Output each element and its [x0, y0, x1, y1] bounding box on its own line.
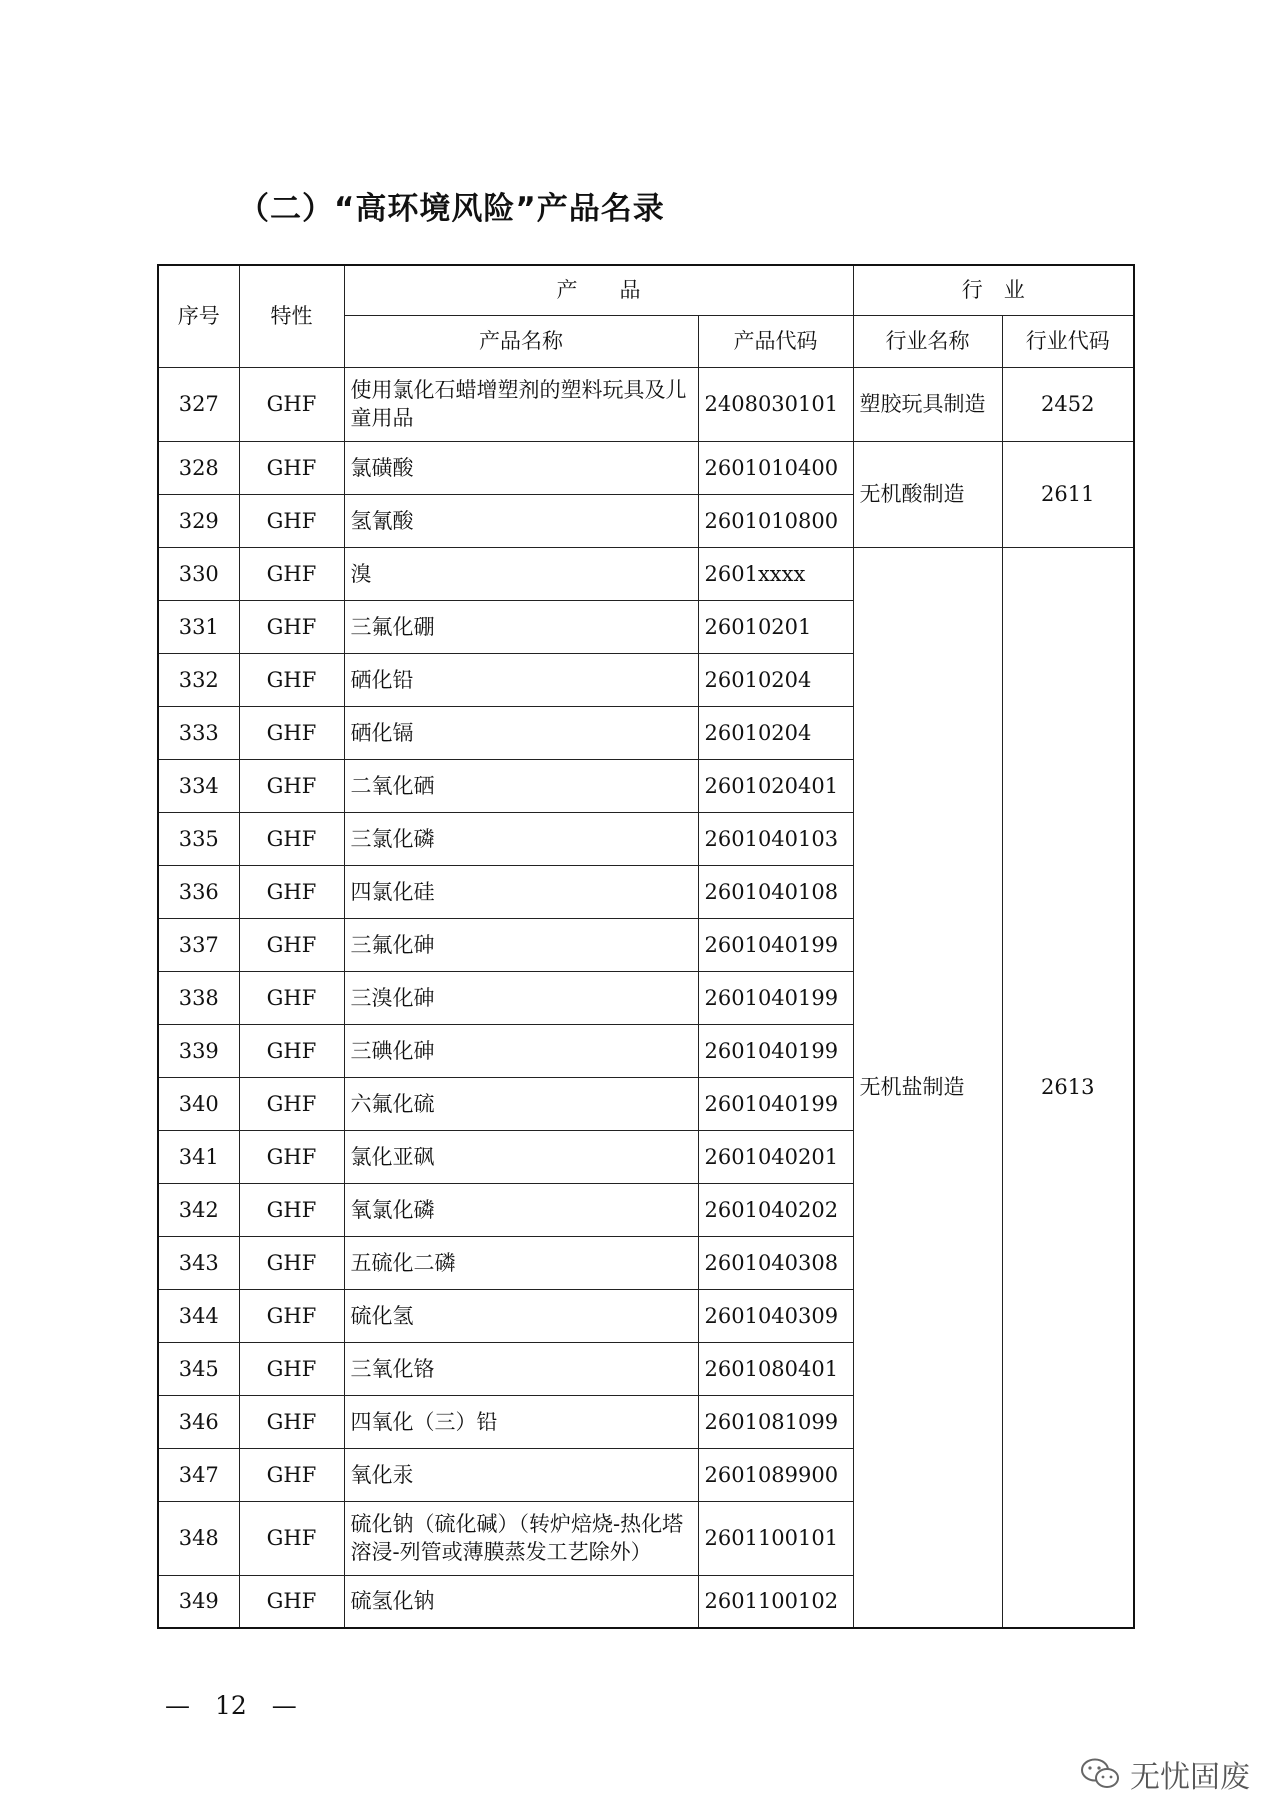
cell-product-code: 2601040201 [698, 1130, 853, 1183]
cell-seq: 346 [158, 1395, 239, 1448]
cell-seq: 335 [158, 812, 239, 865]
cell-trait: GHF [239, 1024, 344, 1077]
watermark-text: 无忧固废 [1130, 1760, 1250, 1795]
cell-seq: 336 [158, 865, 239, 918]
cell-trait: GHF [239, 759, 344, 812]
cell-product-name: 氯磺酸 [344, 441, 698, 494]
cell-seq: 330 [158, 547, 239, 600]
cell-trait: GHF [239, 547, 344, 600]
cell-product-name: 硫化钠（硫化碱）（转炉焙烧-热化塔溶浸-列管或薄膜蒸发工艺除外） [344, 1501, 698, 1575]
header-industry: 行 业 [853, 265, 1134, 315]
cell-product-code: 2601040199 [698, 918, 853, 971]
cell-product-code: 2601040103 [698, 812, 853, 865]
cell-product-code: 2601100102 [698, 1575, 853, 1628]
cell-trait: GHF [239, 1236, 344, 1289]
cell-product-code: 2601010800 [698, 494, 853, 547]
cell-trait: GHF [239, 1501, 344, 1575]
cell-trait: GHF [239, 653, 344, 706]
cell-product-name: 三氧化铬 [344, 1342, 698, 1395]
cell-product-code: 2601010400 [698, 441, 853, 494]
cell-trait: GHF [239, 1575, 344, 1628]
header-seq: 序号 [158, 265, 239, 367]
cell-product-name: 三氟化硼 [344, 600, 698, 653]
cell-trait: GHF [239, 918, 344, 971]
cell-trait: GHF [239, 1395, 344, 1448]
cell-trait: GHF [239, 441, 344, 494]
cell-seq: 338 [158, 971, 239, 1024]
cell-industry-name: 塑胶玩具制造 [853, 367, 1002, 441]
cell-product-name: 硒化镉 [344, 706, 698, 759]
cell-product-name: 氢氰酸 [344, 494, 698, 547]
cell-trait: GHF [239, 1183, 344, 1236]
header-product-code: 产品代码 [698, 315, 853, 367]
product-table [157, 264, 1135, 1629]
cell-product-code: 2601040309 [698, 1289, 853, 1342]
cell-trait: GHF [239, 706, 344, 759]
cell-seq: 341 [158, 1130, 239, 1183]
cell-product-code: 2601040308 [698, 1236, 853, 1289]
cell-product-name: 五硫化二磷 [344, 1236, 698, 1289]
cell-industry-code: 2613 [1002, 547, 1134, 1628]
cell-seq: 344 [158, 1289, 239, 1342]
cell-product-code: 2601080401 [698, 1342, 853, 1395]
cell-seq: 348 [158, 1501, 239, 1575]
cell-product-name: 硫氢化钠 [344, 1575, 698, 1628]
cell-seq: 337 [158, 918, 239, 971]
cell-seq: 333 [158, 706, 239, 759]
cell-product-name: 六氟化硫 [344, 1077, 698, 1130]
cell-product-name: 四氯化硅 [344, 865, 698, 918]
cell-product-code: 26010204 [698, 653, 853, 706]
cell-trait: GHF [239, 865, 344, 918]
cell-trait: GHF [239, 1342, 344, 1395]
cell-seq: 327 [158, 367, 239, 441]
cell-seq: 342 [158, 1183, 239, 1236]
watermark [1080, 1752, 1250, 1796]
cell-product-name: 二氧化硒 [344, 759, 698, 812]
cell-seq: 334 [158, 759, 239, 812]
cell-product-code: 2601089900 [698, 1448, 853, 1501]
cell-product-name: 氧化汞 [344, 1448, 698, 1501]
cell-seq: 345 [158, 1342, 239, 1395]
cell-seq: 332 [158, 653, 239, 706]
cell-industry-code: 2611 [1002, 441, 1134, 547]
header-industry-name: 行业名称 [853, 315, 1002, 367]
cell-product-name: 三溴化砷 [344, 971, 698, 1024]
cell-product-name: 使用氯化石蜡增塑剂的塑料玩具及儿童用品 [344, 367, 698, 441]
table-row [158, 441, 1134, 494]
header-product-name: 产品名称 [344, 315, 698, 367]
page-title: （二）“高环境风险”产品名录 [238, 191, 665, 227]
cell-product-code: 2601100101 [698, 1501, 853, 1575]
cell-trait: GHF [239, 1130, 344, 1183]
cell-product-code: 2601040108 [698, 865, 853, 918]
cell-trait: GHF [239, 1077, 344, 1130]
cell-product-code: 26010204 [698, 706, 853, 759]
header-industry-code: 行业代码 [1002, 315, 1134, 367]
cell-trait: GHF [239, 1448, 344, 1501]
header-product: 产 品 [344, 265, 853, 315]
cell-product-name: 硫化氢 [344, 1289, 698, 1342]
cell-trait: GHF [239, 812, 344, 865]
cell-seq: 339 [158, 1024, 239, 1077]
cell-product-code: 2601081099 [698, 1395, 853, 1448]
cell-trait: GHF [239, 600, 344, 653]
cell-product-name: 硒化铅 [344, 653, 698, 706]
header-trait: 特性 [239, 265, 344, 367]
cell-seq: 329 [158, 494, 239, 547]
cell-product-name: 三氟化砷 [344, 918, 698, 971]
cell-product-code: 2601040199 [698, 971, 853, 1024]
cell-industry-name: 无机酸制造 [853, 441, 1002, 547]
cell-trait: GHF [239, 367, 344, 441]
cell-product-code: 2601xxxx [698, 547, 853, 600]
cell-product-name: 三氯化磷 [344, 812, 698, 865]
cell-seq: 349 [158, 1575, 239, 1628]
cell-product-code: 2601040199 [698, 1077, 853, 1130]
cell-product-code: 2408030101 [698, 367, 853, 441]
cell-seq: 340 [158, 1077, 239, 1130]
cell-product-code: 26010201 [698, 600, 853, 653]
cell-product-name: 三碘化砷 [344, 1024, 698, 1077]
cell-trait: GHF [239, 971, 344, 1024]
cell-product-name: 氧氯化磷 [344, 1183, 698, 1236]
cell-product-name: 氯化亚砜 [344, 1130, 698, 1183]
table-row [158, 547, 1134, 600]
cell-product-name: 溴 [344, 547, 698, 600]
page-number: — 12 — [165, 1691, 297, 1720]
table-row [158, 367, 1134, 441]
cell-product-name: 四氧化（三）铅 [344, 1395, 698, 1448]
cell-seq: 331 [158, 600, 239, 653]
cell-trait: GHF [239, 494, 344, 547]
cell-seq: 328 [158, 441, 239, 494]
wechat-icon [1080, 1757, 1122, 1791]
cell-industry-name: 无机盐制造 [853, 547, 1002, 1628]
cell-seq: 343 [158, 1236, 239, 1289]
cell-seq: 347 [158, 1448, 239, 1501]
cell-product-code: 2601040202 [698, 1183, 853, 1236]
cell-product-code: 2601020401 [698, 759, 853, 812]
cell-industry-code: 2452 [1002, 367, 1134, 441]
cell-trait: GHF [239, 1289, 344, 1342]
cell-product-code: 2601040199 [698, 1024, 853, 1077]
